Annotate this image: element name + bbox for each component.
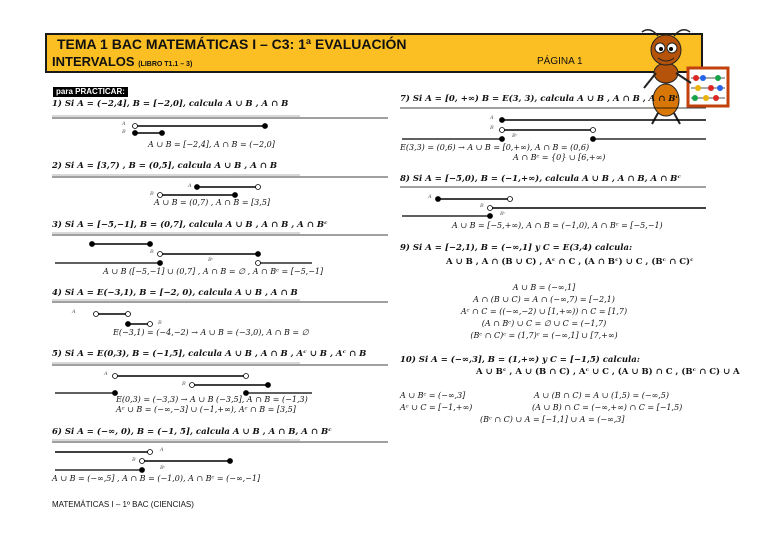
endpoint-closed: [266, 383, 271, 388]
exercise-8-question: 8) Si A = [−5,0), B = (−1,+∞), calcula A ∪ B , A ∩ B, A ∩ Bᶜ: [400, 174, 681, 184]
book-reference: (LIBRO T1.1 – 3): [138, 61, 193, 68]
exercise-5-result-1: E(0,3) = (−3,3) → A ∪ B (−3,5], A ∩ B = (−1,3): [116, 395, 308, 404]
exercise-5-question: 5) Si A = E(0,3), B = (−1,5], calcula A ∪ B , A ∩ B , Aᶜ ∪ B , Aᶜ ∩ B: [52, 349, 367, 359]
axis-label: B: [150, 249, 154, 255]
endpoint-closed: [148, 242, 153, 247]
endpoint-closed: [133, 131, 138, 136]
endpoint-closed: [488, 214, 493, 219]
endpoint-closed: [126, 322, 131, 327]
exercise-3-result: A ∪ B ([−5,−1] ∪ (0,7] , A ∩ B = ∅ , A ∩ Bᶜ = [−5,−1]: [103, 267, 324, 276]
endpoint-open: [488, 206, 493, 211]
axis-label: B: [122, 129, 126, 135]
axis-label: B: [132, 457, 136, 463]
exercise-9-operations: A ∪ B , A ∩ (B ∪ C) , Aᶜ ∩ C , (A ∩ Bᶜ) ∪ C , (Bᶜ ∩ C)ᶜ: [446, 257, 694, 267]
axis-label: A: [160, 447, 164, 453]
exercise-9-result-1: A ∪ B = (−∞,1]: [512, 283, 576, 292]
exercise-2-question: 2) Si A = [3,7) , B = (0,5], calcula A ∪ B , A ∩ B: [52, 161, 278, 171]
exercise-9-result-5: (Bᶜ ∩ C)ᶜ = (1,7)ᶜ = (−∞,1] ∪ [7,+∞): [470, 331, 618, 340]
axis-label: B: [480, 203, 484, 209]
exercise-9-result-4: (A ∩ Bᶜ) ∪ C = ∅ ∪ C = (−1,7): [481, 319, 607, 328]
endpoint-open: [158, 193, 163, 198]
axis-label: A: [72, 309, 76, 315]
exercise-7-result-2: A ∩ Bᶜ = {0} ∪ [6,+∞): [513, 153, 606, 162]
page-number: PÁGINA 1: [537, 56, 583, 67]
axis-label: A: [188, 183, 192, 189]
endpoint-closed: [233, 193, 238, 198]
endpoint-closed: [90, 242, 95, 247]
endpoint-closed: [263, 124, 268, 129]
axis-label: B: [150, 191, 154, 197]
axis-label: Bᶜ: [208, 257, 214, 263]
exercise-10-result-1: A ∪ Bᶜ = (−∞,3]: [400, 391, 466, 400]
endpoint-closed: [436, 197, 441, 202]
axis-label: B: [158, 320, 162, 326]
endpoint-open: [591, 128, 596, 133]
endpoint-closed: [158, 261, 163, 266]
exercise-4-result: E(−3,1) = (−4,−2) → A ∪ B = (−3,0), A ∩ B = ∅: [113, 328, 309, 337]
endpoint-open: [190, 383, 195, 388]
axis-label: A: [428, 194, 432, 200]
exercise-10-result-4: (A ∪ B) ∩ C = (−∞,+∞) ∩ C = [−1,5): [532, 403, 683, 412]
axis-label: B: [490, 125, 494, 131]
endpoint-open: [244, 374, 249, 379]
exercise-9-question: 9) Si A = [−2,1), B = (−∞,1] y C = E(3,4) calcula:: [400, 243, 633, 253]
axis-label: A: [490, 115, 494, 121]
endpoint-open: [148, 450, 153, 455]
exercise-4-question: 4) Si A = E(−3,1), B = [−2, 0), calcula A ∪ B , A ∩ B: [52, 288, 298, 298]
endpoint-open: [148, 322, 153, 327]
endpoint-closed: [195, 185, 200, 190]
axis-label: Bᶜ: [160, 465, 166, 471]
endpoint-closed: [140, 468, 145, 473]
endpoint-closed: [500, 118, 505, 123]
exercise-5-result-2: Aᶜ ∪ B = (−∞,−3] ∪ (−1,+∞), Aᶜ ∩ B = [3,5]: [116, 405, 296, 414]
axis-label: A: [122, 121, 126, 127]
endpoint-open: [140, 459, 145, 464]
exercise-10-operations: A ∪ Bᶜ , A ∪ (B ∩ C) , Aᶜ ∪ C , (A ∪ B) ∩ C , (Bᶜ ∩ C) ∪ A: [476, 367, 740, 377]
practice-badge: para PRACTICAR:: [53, 87, 128, 97]
footer: MATEMÁTICAS I – 1º BAC (CIENCIAS): [52, 500, 194, 509]
endpoint-open: [500, 128, 505, 133]
exercise-9-result-3: Aᶜ ∩ C = ((−∞,−2) ∪ [1,+∞)) ∩ C = [1,7): [460, 307, 628, 316]
axis-label: Bᶜ: [512, 133, 518, 139]
exercise-10-result-3: Aᶜ ∪ C = [−1,+∞): [400, 403, 473, 412]
endpoint-open: [158, 252, 163, 257]
exercise-2-result: A ∪ B = (0,7) , A ∩ B = [3,5]: [154, 198, 271, 207]
exercise-1-question: 1) Si A = (−2,4], B = [−2,0], calcula A ∪ B , A ∩ B: [52, 99, 289, 109]
exercise-6-result: A ∪ B = (−∞,5] , A ∩ B = (−1,0), A ∩ Bᶜ = (−∞,−1]: [52, 474, 261, 483]
endpoint-closed: [256, 252, 261, 257]
exercise-6-question: 6) Si A = (−∞, 0), B = (−1, 5], calcula A ∪ B , A ∩ B, A ∩ Bᶜ: [52, 427, 332, 437]
endpoint-open: [113, 374, 118, 379]
endpoint-open: [126, 312, 131, 317]
page-title: TEMA 1 BAC MATEMÁTICAS I – C3: 1ª EVALUACIÓN: [57, 36, 407, 52]
endpoint-closed: [500, 137, 505, 142]
exercise-9-result-2: A ∩ (B ∪ C) = A ∩ (−∞,7) = [−2,1): [473, 295, 615, 304]
endpoint-open: [256, 261, 261, 266]
exercise-10-question: 10) Si A = (−∞,3], B = (1,+∞) y C = [−1,5) calcula:: [400, 355, 640, 365]
endpoint-open: [133, 124, 138, 129]
endpoint-closed: [591, 137, 596, 142]
subtitle-text: INTERVALOS: [52, 54, 135, 69]
endpoint-open: [508, 197, 513, 202]
axis-label: A: [104, 371, 108, 377]
exercise-10-result-2: A ∪ (B ∩ C) = A ∪ (1,5) = (−∞,5): [534, 391, 669, 400]
endpoint-open: [94, 312, 99, 317]
axis-label: B: [182, 381, 186, 387]
axis-label: Bᶜ: [500, 211, 506, 217]
exercise-1-result: A ∪ B = [−2,4], A ∩ B = (−2,0]: [148, 140, 275, 149]
exercise-7-result-1: E(3,3) = (0,6) → A ∪ B = [0,+∞), A ∩ B = (0,6): [400, 143, 590, 152]
exercise-7-question: 7) Si A = [0, +∞) B = E(3, 3), calcula A ∪ B , A ∩ B , A ∩ Bᶜ: [400, 94, 680, 104]
endpoint-open: [256, 185, 261, 190]
exercise-8-result: A ∪ B = [−5,+∞), A ∩ B = (−1,0), A ∩ Bᶜ = [−5,−1): [452, 221, 663, 230]
exercise-3-question: 3) Si A = [−5,−1], B = (0,7], calcula A ∪ B , A ∩ B , A ∩ Bᶜ: [52, 220, 328, 230]
endpoint-closed: [228, 459, 233, 464]
exercise-10-result-5: (Bᶜ ∩ C) ∪ A = [−1,1] ∪ A = (−∞,3]: [480, 415, 625, 424]
endpoint-closed: [160, 131, 165, 136]
